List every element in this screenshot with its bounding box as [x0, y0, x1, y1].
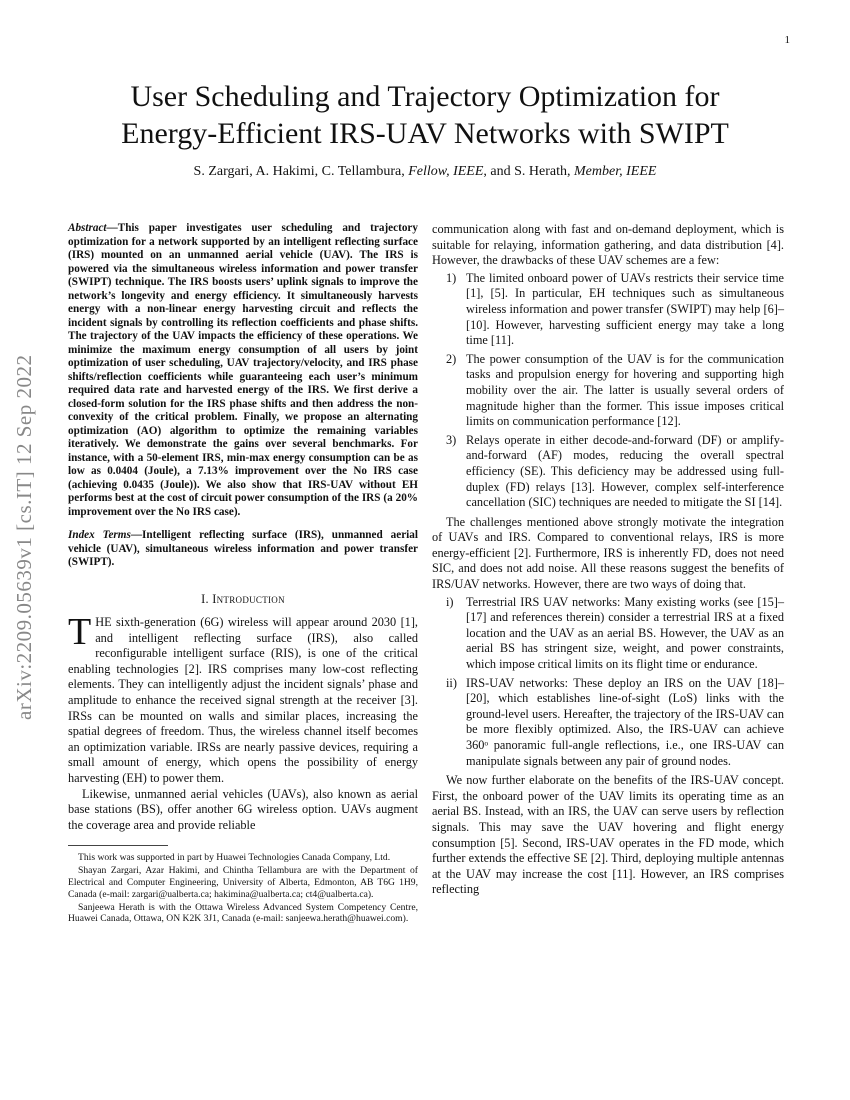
- footnote-rule: [68, 845, 168, 846]
- index-terms-text: —Intelligent reflecting surface (IRS), unmanned aerial vehicle (UAV), simultaneous wireless information and power transfer (SWIPT).: [68, 529, 418, 568]
- list-marker: 2): [446, 351, 457, 366]
- list-item: [432, 595, 784, 673]
- intro-p1-text: HE sixth-generation (6G) wireless will appear around 2030 [1], and intelligent reflecting surface (IRS), also called reconfigurable intelligent surface (RIS), is one of the critical enabling technologies [2]. IRS comprises many low-cost reflecting elements. They can intelligently adjust the incident signals’ phase and amplitude to enhance the received signal strength at the receiver [3]. IRSs can be mounted on walls and similar places, increasing the spatial degrees of freedom. Thus, the wireless channel itself becomes an optimization variable. IRSs are nearly passive devices, requiring a small amount of energy, which opens the possibility of energy harvesting (EH) to power them.: [68, 615, 418, 786]
- list-item-text: The power consumption of the UAV is for the communication tasks and propulsion energy for hovering and supporting high mobility over the air. The latter is usually several orders of magnitude higher than the former. This issue imposes critical limits on communication performance [12].: [466, 351, 784, 429]
- paragraph-benefits: We now further elaborate on the benefits of the IRS-UAV concept. First, the onboard power of the UAV limits its operating time as an aerial BS. Instead, with an IRS, the UAV can serve users by reflection signals. This may save the UAV hovering and flight energy consumption [5]. Second, IRS-UAV operates in the FD mode, which further extends the effective SE [2]. Third, deploying multiple antennas at the UAV may increase the cost [11]. However, an IRS comprises reflecting: [432, 773, 784, 897]
- author-fellow: Fellow, IEEE: [408, 164, 484, 179]
- intro-paragraph-2: Likewise, unmanned aerial vehicles (UAVs), also known as aerial base stations (BS), offer another 6G wireless option. UAVs augment the coverage area and provide reliable: [68, 786, 418, 832]
- page-number: 1: [784, 34, 790, 46]
- list-item: [432, 433, 784, 511]
- index-terms-label: Index Terms: [68, 529, 131, 541]
- index-terms: [68, 529, 418, 570]
- list-item-text: The limited onboard power of UAVs restricts their service time [1], [5]. In particular, EH techniques such as simultaneous wireless information and power transfer (SWIPT) may help [6]–[10]. However, harvesting sufficient energy may take a long time [11].: [466, 270, 784, 348]
- abstract-label: Abstract: [68, 222, 107, 234]
- list-marker: i): [446, 594, 454, 609]
- footnote-funding: This work was supported in part by Huawei Technologies Canada Company, Ltd.: [78, 852, 391, 864]
- list-marker: ii): [446, 675, 457, 690]
- abstract-text: —This paper investigates user scheduling and trajectory optimization for a network supported by an intelligent reflecting surface (IRS) mounted on an unmanned aerial vehicle (UAV). The IRS is powered via the simultaneous wireless information and power transfer (SWIPT) technique. The IRS boosts users’ uplink signals to improve the network’s longevity and energy efficiency. It simultaneously harvests energy with a non-linear energy harvesting circuit and reflects the incident signals by controlling its reflection coefficients and phase shifts. The trajectory of the UAV impacts the efficiency of these operations. We minimize the maximum energy consumption of all users by joint optimization of user scheduling, UAV trajectory/velocity, and IRS phase shifts/reflection coefficients while guaranteeing each user’s minimum required data rate and harvested energy of the IRS. We first derive a closed-form solution for the IRS phase shifts and then address the non-convexity of the critical problem. Finally, we propose an alternating optimization (AO) algorithm to optimize the remaining variables iteratively. We demonstrate the gains over several benchmarks. For instance, with a 50-element IRS, min-max energy consumption can be as low as 0.0404 (Joule), a 7.13% improvement over the No IRS case (achieving 0.0435 (Joule)). We also show that IRS-UAV without EH performs best at the cost of circuit power consumption of the IRS (a 20% improvement over the No IRS case).: [68, 222, 418, 518]
- footnote-affiliation-2: Sanjeewa Herath is with the Ottawa Wireless Advanced System Competency Centre, Huawei Canada, Ottawa, ON K2K 3J1, Canada (e-mail: sanjeewa.herath@huawei.com).: [68, 901, 418, 925]
- paragraph-continued: communication along with fast and on-demand deployment, which is suitable for relaying, information gathering, and data distribution [4]. However, the drawbacks of these UAV schemes are a few:: [432, 222, 784, 268]
- author-list: [40, 164, 810, 180]
- list-marker: 3): [446, 432, 457, 447]
- abstract: [68, 222, 418, 519]
- left-column: [68, 222, 418, 926]
- paragraph-challenges: The challenges mentioned above strongly motivate the integration of UAVs and IRS. Compared to conventional relays, IRS is more energy-efficient [2]. Furthermore, IRS is inherently FD, does not need SIC, and does not add noise. All these reasons suggest the benefits of IRS/UAV networks. However, there are two ways of doing that.: [432, 514, 784, 592]
- list-item: [432, 271, 784, 349]
- right-column: [432, 222, 784, 898]
- list-item-text: IRS-UAV networks: These deploy an IRS on the UAV [18]–[20], which establishes line-of-sight (LoS) links with the ground-level users. Hereafter, the trajectory of the IRS-UAV can be more flexibly optimized. Also, the IRS-UAV can achieve 360ᵒ panoramic full-angle reflections, i.e., one IRS-UAV can manipulate signals between any pair of ground nodes.: [466, 675, 784, 768]
- paper-title: [40, 78, 810, 152]
- intro-paragraph-1: [68, 611, 418, 787]
- list-item: [432, 352, 784, 430]
- list-item: [432, 676, 784, 770]
- network-types-list: [432, 595, 784, 770]
- list-item-text: Terrestrial IRS UAV networks: Many existing works (see [15]–[17] and references therein) consider a terrestrial IRS at a fixed location and the UAV as an aerial BS. However, the UAV as an aerial BS has stringent size, weight, and power constraints, which impose critical limits on its flight time or endurance.: [466, 594, 784, 672]
- section-heading-introduction: I. Introduction: [201, 591, 285, 606]
- title-line-2: Energy-Efficient IRS-UAV Networks with SWIPT: [121, 117, 729, 150]
- footnote-affiliation-1: Shayan Zargari, Azar Hakimi, and Chintha Tellambura are with the Department of Electrical and Computer Engineering, University of Alberta, Edmonton, AB T6G 1H9, Canada (e-mail: zargari@ualberta.ca; hakimina@ualberta.ca; ct4@ualberta.ca).: [68, 865, 418, 900]
- arxiv-stamp: arXiv:2209.05639v1 [cs.IT] 12 Sep 2022: [12, 354, 36, 720]
- title-line-1: User Scheduling and Trajectory Optimization for: [130, 80, 720, 113]
- author-member: Member, IEEE: [574, 164, 657, 179]
- list-marker: 1): [446, 270, 457, 285]
- author-and: , and S. Herath,: [483, 164, 571, 179]
- list-item-text: Relays operate in either decode-and-forward (DF) or amplify-and-forward (AF) modes, reducing the overall spectral efficiency (SE). This deficiency may be addressed using full-duplex (FD) relays [13]. However, complex self-interference cancellation (SIC) techniques are needed to mitigate the SI [14].: [466, 432, 784, 510]
- drawbacks-list: [432, 271, 784, 511]
- dropcap: T: [68, 611, 92, 654]
- author-names: S. Zargari, A. Hakimi, C. Tellambura,: [193, 164, 405, 179]
